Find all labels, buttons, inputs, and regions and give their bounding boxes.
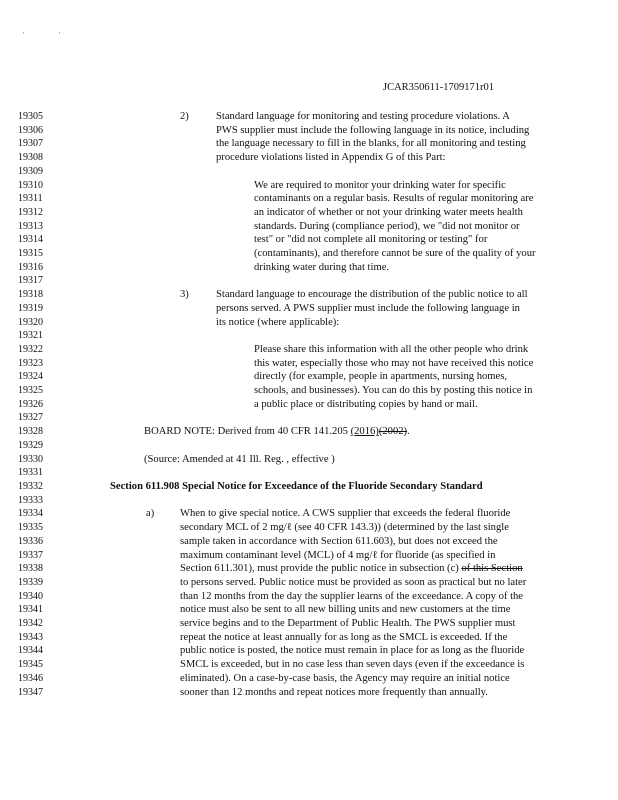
line-number: 19320 <box>18 316 43 328</box>
line-content <box>58 370 608 384</box>
line-content <box>58 384 608 398</box>
document-line <box>18 425 608 439</box>
quoted-notice-text: We are required to monitor your drinking water for specific <box>254 179 506 191</box>
line-content <box>58 220 608 234</box>
document-line <box>18 124 608 138</box>
text-run: secondary MCL of 2 mg/ℓ (see 40 CFR 143.3)) (determined by the last single <box>180 522 509 534</box>
document-line <box>18 165 608 179</box>
line-number: 19306 <box>18 124 43 136</box>
document-line <box>18 576 608 590</box>
line-content <box>58 466 608 480</box>
line-text: the language necessary to fill in the blanks, for all monitoring and testing <box>216 138 526 150</box>
text-run: BOARD NOTE: Derived from 40 CFR 141.205 <box>144 426 351 438</box>
document-line <box>18 466 608 480</box>
quoted-notice-text: test" or "did not complete all monitoring or testing" for <box>254 234 488 246</box>
document-line <box>18 590 608 604</box>
document-line <box>18 658 608 672</box>
line-number: 19344 <box>18 645 43 657</box>
line-number: 19305 <box>18 111 43 122</box>
text-run: sample taken in accordance with Section 611.603), but does not exceed the <box>180 535 498 547</box>
subsection-label: a) <box>146 508 155 520</box>
line-number: 19330 <box>18 453 43 465</box>
line-content <box>58 247 608 261</box>
line-content <box>58 274 608 288</box>
document-line <box>18 398 608 412</box>
deleted-text: of this Section <box>461 563 523 575</box>
line-content <box>58 137 608 151</box>
document-line <box>18 151 608 165</box>
text-run: When to give special notice. A CWS supplier that exceeds the federal fluoride <box>180 508 511 520</box>
line-content <box>58 521 608 535</box>
line-number: 19309 <box>18 165 43 177</box>
line-number: 19311 <box>18 193 43 205</box>
document-line <box>18 644 608 658</box>
line-number: 19331 <box>18 467 43 479</box>
line-content <box>58 644 608 658</box>
quoted-notice-text: (contaminants), and therefore cannot be sure of the quality of your <box>254 248 536 260</box>
line-number: 19340 <box>18 590 43 602</box>
line-number: 19338 <box>18 563 43 575</box>
quoted-notice-text: standards. During (compliance period), we "did not monitor or <box>254 220 520 232</box>
line-number: 19346 <box>18 672 43 684</box>
line-text <box>180 562 523 576</box>
line-text <box>180 672 510 686</box>
line-text <box>180 603 510 617</box>
line-number: 19308 <box>18 152 43 164</box>
line-content <box>58 603 608 617</box>
line-content <box>58 480 608 494</box>
text-run: repeat the notice at least annually for as long as the SMCL is exceeded. If the <box>180 631 508 643</box>
document-line <box>18 507 608 521</box>
line-number: 19321 <box>18 330 43 342</box>
document-line <box>18 411 608 425</box>
text-run: public notice is posted, the notice must remain in place for as long as the fluoride <box>180 645 525 657</box>
document-line <box>18 247 608 261</box>
document-line <box>18 233 608 247</box>
quoted-notice-text: Please share this information with all the other people who drink <box>254 343 529 355</box>
line-content <box>58 507 608 521</box>
document-line <box>18 384 608 398</box>
line-number: 19310 <box>18 179 43 191</box>
line-content <box>58 343 608 357</box>
line-content <box>58 261 608 275</box>
document-line <box>18 562 608 576</box>
line-number: 19332 <box>18 480 43 492</box>
line-text: procedure violations listed in Appendix G of this Part: <box>216 152 446 164</box>
text-run: Section 611.301), must provide the public notice in subsection (c) <box>180 563 462 575</box>
text-run: . <box>407 426 410 438</box>
line-content <box>58 165 608 179</box>
line-number: 19326 <box>18 398 43 410</box>
line-text <box>180 576 526 590</box>
line-content <box>58 576 608 590</box>
line-text <box>180 549 495 563</box>
line-number: 19336 <box>18 535 43 547</box>
deleted-text: (2002) <box>378 426 408 438</box>
document-line <box>18 357 608 371</box>
document-line <box>18 535 608 549</box>
line-text <box>180 658 524 672</box>
list-label: 3) <box>180 289 189 301</box>
quoted-notice-text: contaminants on a regular basis. Results of regular monitoring are <box>254 193 534 205</box>
quoted-notice-text: directly (for example, people in apartments, nursing homes, <box>254 371 507 383</box>
line-text <box>180 521 509 535</box>
line-content <box>58 411 608 425</box>
line-content <box>58 590 608 604</box>
document-line <box>18 672 608 686</box>
document-line <box>18 603 608 617</box>
line-number: 19341 <box>18 604 43 616</box>
line-content <box>58 425 608 439</box>
line-number: 19328 <box>18 426 43 438</box>
line-text: PWS supplier must include the following language in its notice, including <box>216 124 530 136</box>
text-run: (Source: Amended at 41 Ill. Reg. , effective ) <box>144 453 335 465</box>
section-heading: Section 611.908 Special Notice for Exceedance of the Fluoride Secondary Standard <box>110 480 483 492</box>
line-text <box>180 535 498 549</box>
line-content <box>58 617 608 631</box>
line-content <box>58 357 608 371</box>
line-content <box>58 179 608 193</box>
quoted-notice-text: this water, especially those who may not have received this notice <box>254 357 534 369</box>
line-text <box>144 425 410 439</box>
line-text <box>180 686 488 700</box>
document-line <box>18 179 608 193</box>
line-content <box>58 686 608 700</box>
document-line <box>18 439 608 453</box>
scan-speck: · <box>58 28 61 38</box>
line-number: 19313 <box>18 220 43 232</box>
document-body <box>18 110 608 699</box>
document-line <box>18 274 608 288</box>
line-content <box>58 398 608 412</box>
line-text <box>180 590 523 604</box>
document-line <box>18 370 608 384</box>
document-line <box>18 480 608 494</box>
line-number: 19342 <box>18 618 43 630</box>
line-number: 19327 <box>18 412 43 424</box>
line-text: Standard language to encourage the distribution of the public notice to all <box>216 289 528 301</box>
line-content <box>58 549 608 563</box>
document-line <box>18 137 608 151</box>
document-line <box>18 343 608 357</box>
quoted-notice-text: drinking water during that time. <box>254 261 390 273</box>
scan-speck: · <box>22 28 25 38</box>
line-number: 19325 <box>18 385 43 397</box>
line-number: 19312 <box>18 206 43 218</box>
line-content <box>58 672 608 686</box>
document-line <box>18 549 608 563</box>
line-number: 19329 <box>18 439 43 451</box>
document-line <box>18 302 608 316</box>
document-line <box>18 261 608 275</box>
line-text <box>180 644 524 658</box>
line-text: its notice (where applicable): <box>216 316 340 328</box>
line-number: 19335 <box>18 522 43 534</box>
line-content <box>58 453 608 467</box>
document-line <box>18 686 608 700</box>
line-content <box>58 494 608 508</box>
line-number: 19334 <box>18 508 43 520</box>
line-text: Standard language for monitoring and testing procedure violations. A <box>216 111 510 122</box>
document-line <box>18 206 608 220</box>
line-number: 19315 <box>18 248 43 260</box>
line-text <box>144 453 335 467</box>
line-text <box>180 631 507 645</box>
text-run: maximum contaminant level (MCL) of 4 mg/ℓ for fluoride (as specified in <box>180 549 496 561</box>
line-number: 19323 <box>18 357 43 369</box>
line-content <box>58 151 608 165</box>
line-content <box>58 439 608 453</box>
quoted-notice-text: an indicator of whether or not your drinking water meets health <box>254 206 523 218</box>
text-run: eliminated). On a case-by-case basis, the Agency may require an initial notice <box>180 672 510 684</box>
document-line <box>18 329 608 343</box>
document-line <box>18 220 608 234</box>
line-number: 19307 <box>18 138 43 150</box>
line-content <box>58 329 608 343</box>
document-id: JCAR350611-1709171r01 <box>383 82 495 93</box>
line-content <box>58 110 608 124</box>
text-run: notice must also be sent to all new billing units and new customers at the time <box>180 604 511 616</box>
quoted-notice-text: schools, and businesses). You can do this by posting this notice in <box>254 385 533 397</box>
line-number: 19318 <box>18 289 43 301</box>
document-line <box>18 521 608 535</box>
line-number: 19343 <box>18 631 43 643</box>
text-run: to persons served. Public notice must be provided as soon as practical but no later <box>180 576 527 588</box>
line-content <box>58 233 608 247</box>
line-number: 19316 <box>18 261 43 273</box>
line-content <box>58 124 608 138</box>
line-text <box>180 617 516 631</box>
line-number: 19339 <box>18 576 43 588</box>
line-number: 19347 <box>18 686 43 698</box>
line-content <box>58 631 608 645</box>
line-number: 19322 <box>18 343 43 355</box>
document-line <box>18 288 608 302</box>
line-content <box>58 206 608 220</box>
text-run: than 12 months from the day the supplier learns of the exceedance. A copy of the <box>180 590 524 602</box>
text-run: service begins and to the Department of Public Health. The PWS supplier must <box>180 618 516 630</box>
line-number: 19324 <box>18 371 43 383</box>
line-content <box>58 658 608 672</box>
line-number: 19333 <box>18 494 43 506</box>
line-number: 19345 <box>18 659 43 671</box>
document-line <box>18 617 608 631</box>
document-line <box>18 494 608 508</box>
line-content <box>58 192 608 206</box>
document-line <box>18 110 608 124</box>
document-line <box>18 453 608 467</box>
line-content <box>58 535 608 549</box>
text-run: SMCL is exceeded, but in no case less than seven days (even if the exceedance is <box>180 659 525 671</box>
line-content <box>58 316 608 330</box>
line-content <box>58 562 608 576</box>
quoted-notice-text: a public place or distributing copies by hand or mail. <box>254 398 478 410</box>
line-content <box>58 302 608 316</box>
line-number: 19319 <box>18 302 43 314</box>
document-line <box>18 316 608 330</box>
text-run: sooner than 12 months and repeat notices more frequently than annually. <box>180 686 488 698</box>
document-line <box>18 192 608 206</box>
line-number: 19314 <box>18 234 43 246</box>
line-text: persons served. A PWS supplier must include the following language in <box>216 302 520 314</box>
list-label: 2) <box>180 111 189 122</box>
inserted-text: (2016) <box>350 426 379 438</box>
line-number: 19337 <box>18 549 43 561</box>
document-line <box>18 631 608 645</box>
line-content <box>58 288 608 302</box>
line-text <box>180 507 510 521</box>
line-number: 19317 <box>18 275 43 287</box>
